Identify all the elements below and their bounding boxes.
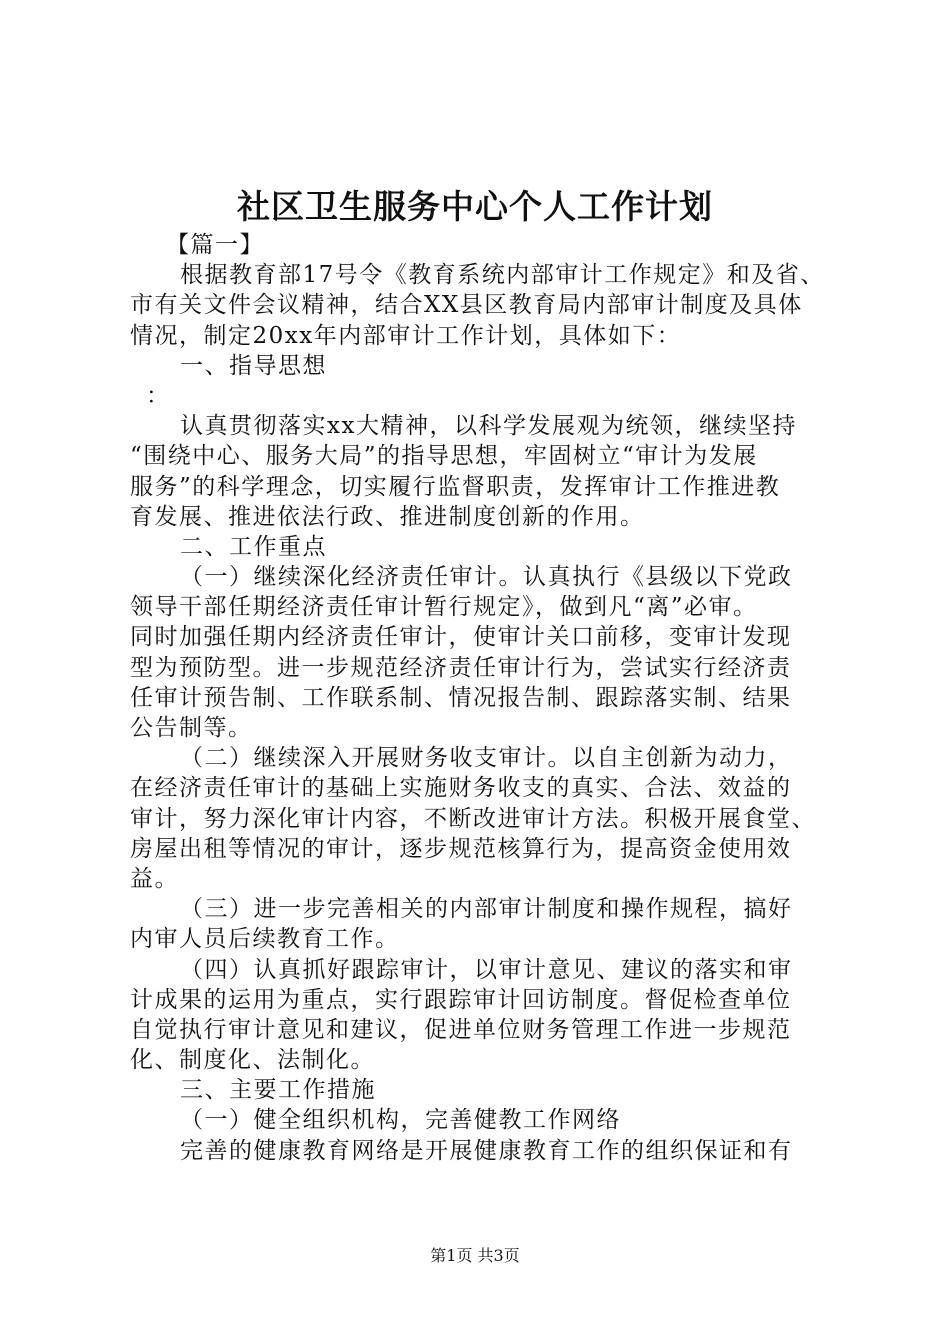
body-line: 育发展、推进依法行政、推进制度创新的作用。 (130, 503, 645, 530)
body-line: （三）进一步完善相关的内部审计制度和操作规程，搞好 (180, 896, 793, 923)
body-line: 任审计预告制、工作联系制、情况报告制、跟踪落实制、结果 (130, 684, 792, 711)
body-line: 二、工作重点 (180, 533, 327, 560)
body-line: 自觉执行审计意见和建议，促进单位财务管理工作进一步规范 (130, 1016, 792, 1043)
body-line: 益。 (130, 865, 179, 892)
body-line: 根据教育部17号令《教育系统内部审计工作规定》和及省、 (180, 262, 825, 289)
body-line: ： (146, 382, 171, 409)
body-line: 一、指导思想 (180, 352, 327, 379)
body-line: （四）认真抓好跟踪审计，以审计意见、建议的落实和审 (180, 956, 793, 983)
body-line: 情况，制定20xx年内部审计工作计划，具体如下： (130, 322, 682, 349)
body-line: （一）健全组织机构，完善健教工作网络 (180, 1107, 621, 1134)
body-line: （二）继续深入开展财务收支审计。以自主创新为动力， (180, 745, 793, 772)
body-line: 内审人员后续教育工作。 (130, 926, 400, 953)
document-body (130, 230, 830, 1166)
body-line: 三、主要工作措施 (180, 1077, 376, 1104)
body-line: 化、制度化、法制化。 (130, 1047, 375, 1074)
body-line: 认真贯彻落实xx大精神，以科学发展观为统领，继续坚持 (180, 413, 797, 440)
body-line: 公告制等。 (130, 715, 253, 741)
body-line: 同时加强任期内经济责任审计，使审计关口前移，变审计发现 (130, 624, 792, 651)
body-line: 房屋出租等情况的审计，逐步规范核算行为，提高资金使用效 (130, 835, 792, 862)
body-line: 计成果的运用为重点，实行跟踪审计回访制度。督促检查单位 (130, 986, 792, 1013)
body-line: 型为预防型。进一步规范经济责任审计行为，尝试实行经济责 (130, 654, 792, 681)
body-line: 审计，努力深化审计内容，不断改进审计方法。积极开展食堂、 (130, 805, 816, 832)
body-line: 【篇一】 (166, 232, 264, 258)
body-line: 在经济责任审计的基础上实施财务收支的真实、合法、效益的 (130, 775, 792, 802)
document-title: 社区卫生服务中心个人工作计划 (237, 187, 713, 226)
body-line: （一）继续深化经济责任审计。认真执行《县级以下党政 (180, 564, 793, 591)
body-line: 服务”的科学理念，切实履行监督职责，发挥审计工作推进教 (130, 473, 781, 500)
body-line: 市有关文件会议精神，结合XX县区教育局内部审计制度及具体 (130, 292, 803, 319)
body-line: 领导干部任期经济责任审计暂行规定》，做到凡“离”必审。 (130, 594, 758, 621)
body-line: “围绕中心、服务大局”的指导思想，牢固树立“审计为发展 (130, 443, 758, 470)
page-footer: 第1页 共3页 (430, 1246, 520, 1265)
body-line: 完善的健康教育网络是开展健康教育工作的组织保证和有 (180, 1137, 793, 1164)
